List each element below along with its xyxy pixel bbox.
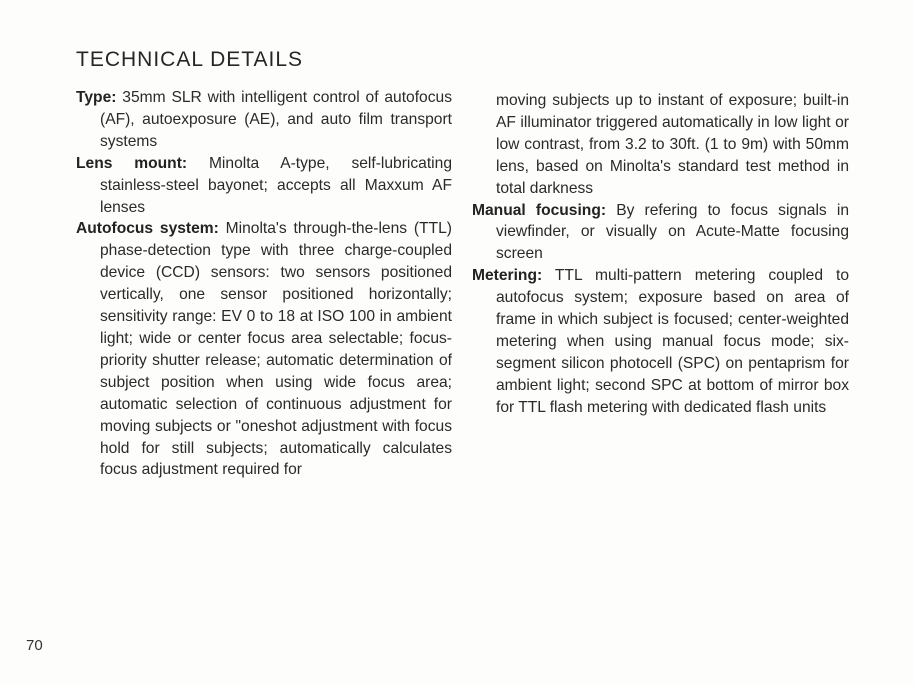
spec-text-lens-mount: Minolta A-type, self-lubricating stainless-steel bayonet; accepts all Maxxum AF lenses — [100, 154, 452, 216]
page-title: TECHNICAL DETAILS — [76, 48, 304, 71]
spec-type — [76, 87, 452, 153]
spec-text-autofocus-system: Minolta's through-the-lens (TTL) phase-detection type with three charge-coupled device (CCD) sensors: two sensors positioned vertically, one sensor positioned horizontally; sensitivity range: EV 0 to 18 at ISO 100 in ambient light; wide or center focus area selectable; focus-priority shutter release; automatic determination of subject position when using wide focus area; automatic selection of continuous adjustment for moving subjects or "oneshot adjustment with focus hold for still subjects; automatically calculates focus adjustment required for — [100, 220, 452, 479]
spec-term-autofocus-system: Autofocus system: — [76, 220, 219, 238]
spec-term-manual-focusing: Manual focusing: — [472, 201, 607, 219]
spec-term-lens-mount: Lens mount: — [76, 154, 188, 172]
spec-text-metering: TTL multi-pattern metering coupled to autofocus system; exposure based on area of frame in which subject is focused; center-weighted metering when using manual focus mode; six-segment silicon photocell (SPC) on pentaprism for ambient light; second SPC at bottom of mirror box for TTL flash metering with dedicated flash units — [496, 267, 849, 416]
spec-term-metering: Metering: — [472, 267, 543, 285]
page-number: 70 — [26, 637, 43, 654]
spec-metering — [472, 265, 849, 418]
spec-autofocus-system — [76, 218, 452, 481]
spec-manual-focusing — [472, 200, 849, 266]
spec-term-type: Type: — [76, 89, 117, 106]
spec-lens-mount — [76, 153, 452, 219]
spec-text-type: 35mm SLR with intelligent control of autofocus (AF), autoexposure (AE), and auto film transport systems — [100, 89, 452, 150]
right-column — [472, 90, 849, 419]
spec-text-manual-focusing: By refering to focus signals in viewfinder, or visually on Acute-Matte focusing screen — [496, 201, 849, 263]
spec-autofocus-continuation: moving subjects up to instant of exposure; built-in AF illuminator triggered automatically in low light or low contrast, from 3.2 to 30ft. (1 to 9m) with 50mm lens, based on Minolta's standard test method in total darkness — [496, 92, 849, 197]
left-column — [76, 87, 452, 481]
